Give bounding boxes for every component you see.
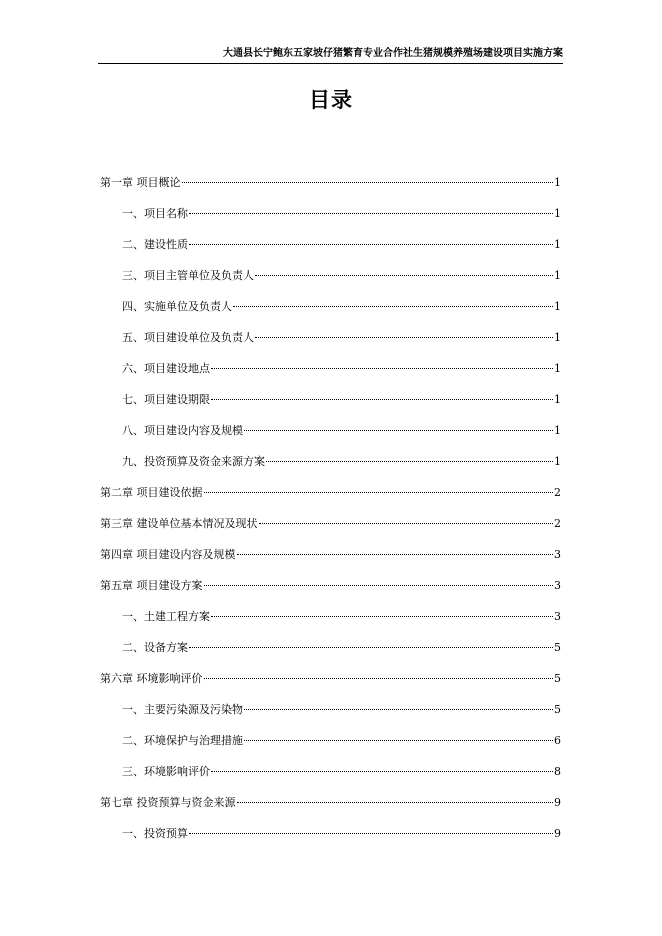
toc-section-entry[interactable] (100, 206, 561, 237)
toc-dot-leader (255, 337, 553, 338)
toc-section-entry[interactable] (100, 330, 561, 361)
toc-entry-label: 五、项目建设单位及负责人 (122, 331, 254, 344)
toc-dot-leader (266, 461, 553, 462)
toc-section-entry[interactable] (100, 702, 561, 733)
toc-page-number: 3 (554, 610, 561, 623)
toc-page-number: 5 (554, 703, 561, 716)
toc-page-number: 9 (554, 827, 561, 840)
toc-entry-label: 七、项目建设期限 (122, 393, 210, 406)
header-rule (98, 63, 563, 64)
toc-chapter-entry[interactable] (100, 547, 561, 578)
toc-entry-label: 二、环境保护与治理措施 (122, 734, 243, 747)
toc-chapter-entry[interactable] (100, 175, 561, 206)
toc-page-number: 2 (554, 517, 561, 530)
toc-section-entry[interactable] (100, 268, 561, 299)
toc-entry-label: 第三章 建设单位基本情况及现状 (100, 517, 258, 530)
toc-page-number: 1 (554, 455, 561, 468)
toc-dot-leader (244, 430, 553, 431)
toc-chapter-entry[interactable] (100, 795, 561, 826)
toc-page-number: 3 (554, 579, 561, 592)
toc-page-number: 1 (554, 393, 561, 406)
toc-section-entry[interactable] (100, 733, 561, 764)
toc-section-entry[interactable] (100, 423, 561, 454)
toc-dot-leader (204, 678, 554, 679)
toc-dot-leader (237, 802, 554, 803)
toc-dot-leader (244, 740, 553, 741)
toc-dot-leader (189, 244, 553, 245)
toc-entry-label: 二、设备方案 (122, 641, 188, 654)
toc-entry-label: 六、项目建设地点 (122, 362, 210, 375)
toc-dot-leader (189, 833, 553, 834)
toc-entry-label: 八、项目建设内容及规模 (122, 424, 243, 437)
toc-dot-leader (244, 709, 553, 710)
toc-dot-leader (211, 399, 553, 400)
toc-dot-leader (204, 585, 554, 586)
toc-section-entry[interactable] (100, 640, 561, 671)
toc-page-number: 1 (554, 207, 561, 220)
toc-dot-leader (233, 306, 553, 307)
toc-page-number: 9 (554, 796, 561, 809)
toc-entry-label: 九、投资预算及资金来源方案 (122, 455, 265, 468)
toc-chapter-entry[interactable] (100, 671, 561, 702)
toc-chapter-entry[interactable] (100, 578, 561, 609)
toc-dot-leader (189, 213, 553, 214)
toc-entry-label: 第六章 环境影响评价 (100, 672, 203, 685)
toc-section-entry[interactable] (100, 237, 561, 268)
toc-section-entry[interactable] (100, 454, 561, 485)
toc-page-number: 1 (554, 269, 561, 282)
toc-dot-leader (182, 182, 554, 183)
toc-entry-label: 第二章 项目建设依据 (100, 486, 203, 499)
toc-dot-leader (211, 771, 553, 772)
table-of-contents (100, 175, 561, 857)
toc-section-entry[interactable] (100, 392, 561, 423)
toc-entry-label: 一、项目名称 (122, 207, 188, 220)
toc-entry-label: 第一章 项目概论 (100, 176, 181, 189)
toc-dot-leader (255, 275, 553, 276)
toc-entry-label: 三、环境影响评价 (122, 765, 210, 778)
toc-page-number: 1 (554, 300, 561, 313)
toc-page-number: 6 (554, 734, 561, 747)
toc-title: 目录 (309, 88, 353, 112)
toc-chapter-entry[interactable] (100, 516, 561, 547)
toc-entry-label: 第四章 项目建设内容及规模 (100, 548, 236, 561)
toc-chapter-entry[interactable] (100, 485, 561, 516)
toc-entry-label: 二、建设性质 (122, 238, 188, 251)
toc-page-number: 1 (554, 238, 561, 251)
toc-page-number: 3 (554, 548, 561, 561)
toc-page-number: 1 (554, 424, 561, 437)
toc-page-number: 1 (554, 362, 561, 375)
toc-page-number: 5 (554, 641, 561, 654)
toc-entry-label: 第五章 项目建设方案 (100, 579, 203, 592)
toc-dot-leader (211, 368, 553, 369)
toc-entry-label: 四、实施单位及负责人 (122, 300, 232, 313)
toc-page-number: 1 (554, 331, 561, 344)
toc-page-number: 8 (554, 765, 561, 778)
toc-entry-label: 一、主要污染源及污染物 (122, 703, 243, 716)
toc-page-number: 5 (554, 672, 561, 685)
toc-section-entry[interactable] (100, 609, 561, 640)
toc-section-entry[interactable] (100, 826, 561, 857)
toc-dot-leader (211, 616, 553, 617)
toc-dot-leader (189, 647, 553, 648)
toc-dot-leader (204, 492, 554, 493)
toc-section-entry[interactable] (100, 299, 561, 330)
toc-entry-label: 一、投资预算 (122, 827, 188, 840)
toc-dot-leader (237, 554, 554, 555)
toc-section-entry[interactable] (100, 361, 561, 392)
toc-entry-label: 三、项目主管单位及负责人 (122, 269, 254, 282)
toc-entry-label: 第七章 投资预算与资金来源 (100, 796, 236, 809)
running-header: 大通县长宁鲍东五家坡仔猪繁育专业合作社生猪规模养殖场建设项目实施方案 (223, 48, 563, 59)
toc-page-number: 2 (554, 486, 561, 499)
toc-entry-label: 一、土建工程方案 (122, 610, 210, 623)
toc-page-number: 1 (554, 176, 561, 189)
toc-section-entry[interactable] (100, 764, 561, 795)
toc-dot-leader (259, 523, 554, 524)
